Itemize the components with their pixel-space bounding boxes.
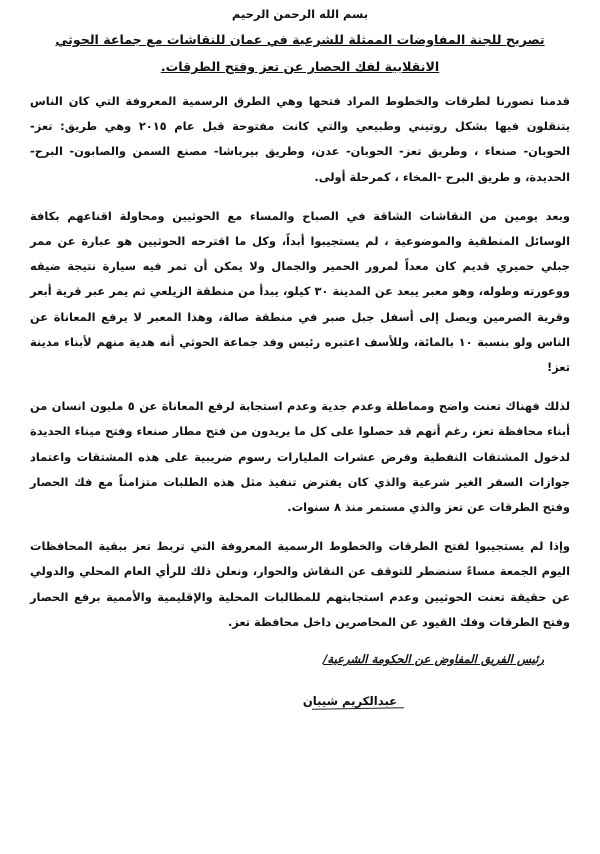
basmala: بسم الله الرحمن الرحيم bbox=[231, 7, 369, 21]
paragraph-ultimatum: وإذا لم يستجيبوا لفتح الطرقات والخطوط الرسمية المعروفة التي تربط تعز ببقية المحافظات اليوم الجمعة مساءً سنضطر للتوقف عن النقاش والحوار، ونعلن ذلك للرأي العام المحلي والدولي عن حقيقة تعنت الحوثيين وعدم استجابتهم للمطالبات المحلية والإقليمية والأممية برفع الحصار وفتح الطرقات وفك القيود عن المحاصرين داخل محافظة تعز. bbox=[30, 539, 570, 629]
paragraph-negotiations: وبعد يومين من النقاشات الشاقة في الصباح والمساء مع الحوثيين ومحاولة اقناعهم بكافة الوسائل المنطقية والموضوعية ، لم يستجيبوا أبداً، وكل ما اقترحه الحوثيين هو عبارة عن ممر جبلي حميري قديم كان معداً لمرور الحمير والجمال ولا يمكن أن تمر فيه سيارة نتيجة ضيقه ووعورته وطوله، وهو معبر يبعد عن المدينة ٣٠ كيلو، يبدأ من منطقة الزيلعي ثم يمر عبر قرية أبعر وقرية الصرمين ويصل إلى أسفل جبل صبر في منطقة صالة، وهذا المعبر لا يرفع المعاناة عن الناس ولو بنسبة ١٠ بالمائة، وللأسف اعتبره رئيس وفد جماعة الحوثي أنه هدية منهم لأبناء مدينة تعز! bbox=[30, 208, 570, 375]
paragraph-roads-proposal: قدمنا تصورنا لطرقات والخطوط المراد فتحها وهي الطرق الرسمية المعروفة التي كان الناس يتنقلون فيها بشكل روتيني وطبيعي والتي كانت مفتوحة قبل عام ٢٠١٥ وهي طريق: تعز- الحوبان- صنعاء ، وطريق تعز- الحوبان- عدن، وطريق بيرباشا- مصنع السمن والصابون- البرح- الحديدة، و طريق البرح -المخاء ، كمرحلة أولى. bbox=[30, 94, 570, 184]
title-line-2: الانقلابية لفك الحصار عن تعز وفتح الطرقات. bbox=[160, 59, 440, 74]
signatory-name-text: عبدالكريم شيبان bbox=[302, 694, 398, 709]
signatory-title: رئيس الفريق المفاوض عن الحكومة الشرعية/ bbox=[323, 652, 544, 667]
signatory-name bbox=[130, 691, 570, 711]
title-line-1: تصريح للجنة المفاوضات الممثلة للشرعية في عمان للنقاشات مع جماعة الحوثي bbox=[55, 32, 545, 47]
document-title bbox=[30, 26, 570, 80]
handwritten-underline bbox=[312, 707, 404, 710]
paragraph-intransigence: لذلك فهناك تعنت واضح ومماطلة وعدم جدية وعدم استجابة لرفع المعاناة عن ٥ مليون انسان من أبناء محافظة تعز، رغم أنهم قد حصلوا على كل ما يريدون من فتح مطار صنعاء وفتح ميناء الحديدة لدخول المشتقات النفطية وفرض عشرات المليارات رسوم ضريبية على هذه المشتقات واعتماد جوازات السفر الغير شرعية والذي كان يفترض تنفيذ مثل هذه الطلبات متزامناً مع فك الحصار وفتح الطرقات عن تعز والذي مستمر منذ ٨ سنوات. bbox=[30, 399, 570, 515]
